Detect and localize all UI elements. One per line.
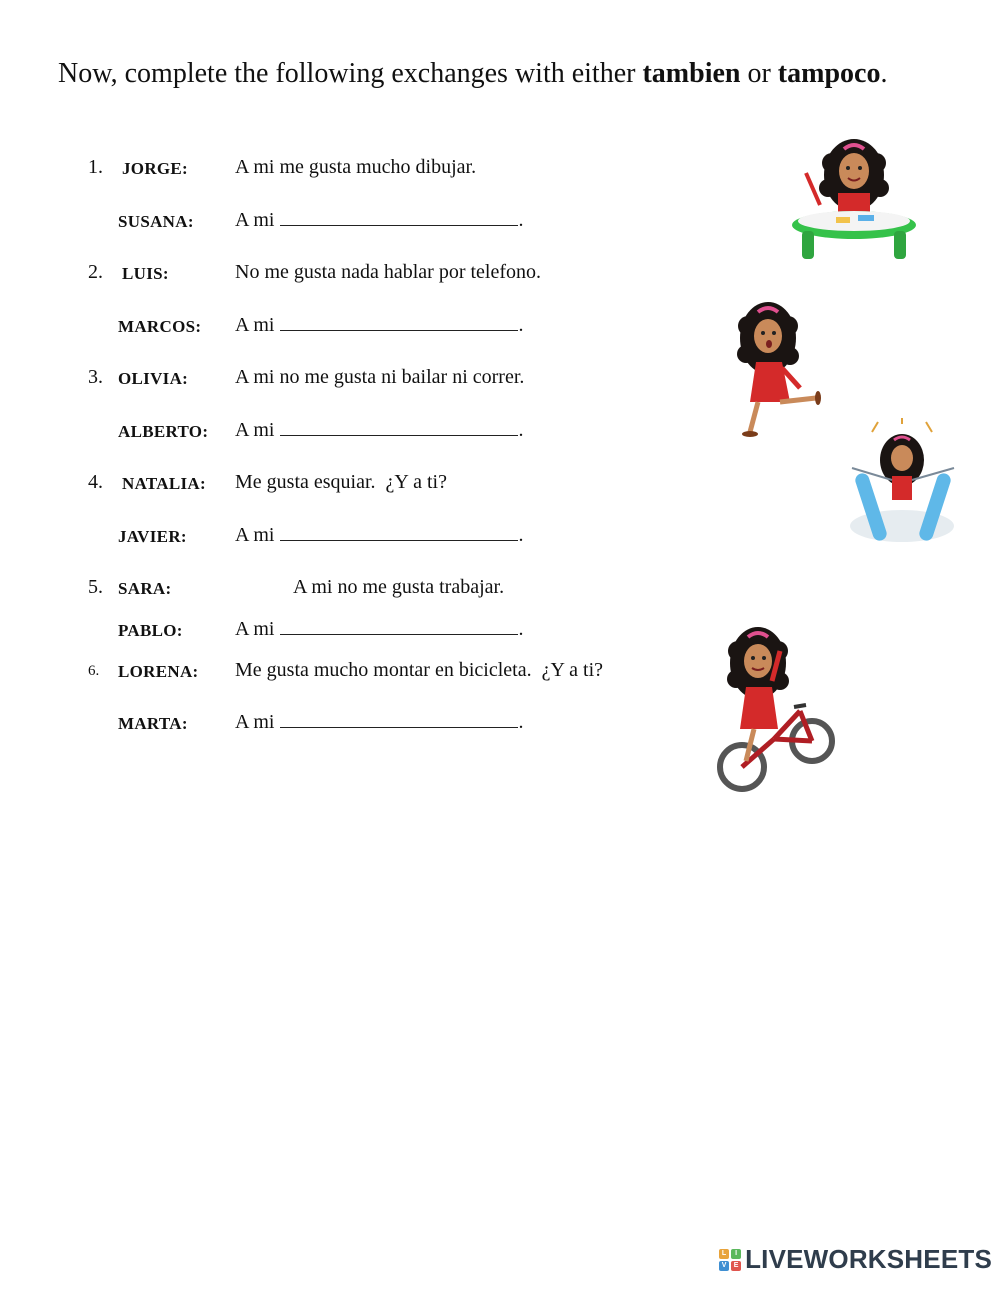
responder-name: MARCOS: [118,317,202,336]
avatar-drawing-illustration [788,133,920,265]
exchange-number: 4. [88,471,103,493]
response-line: A mi . [235,524,524,546]
liveworksheets-logo-icon: L I V E [719,1249,741,1271]
speaker-line: A mi no me gusta trabajar. [293,576,505,598]
speaker-name: JORGE: [122,159,189,178]
answer-blank[interactable] [280,419,518,436]
keyword-tambien: tambien [642,58,741,89]
speaker-name: OLIVIA: [118,369,189,388]
speaker-line: No me gusta nada hablar por telefono. [235,261,542,283]
responder-name: JAVIER: [118,527,187,546]
instruction-text: Now, complete the following exchanges with either tambien or tampoco. [58,58,888,89]
speaker-name: SARA: [118,579,172,598]
answer-blank[interactable] [280,711,518,728]
answer-blank[interactable] [280,618,518,635]
avatar-skiing-illustration [842,418,964,546]
response-line: A mi . [235,419,524,441]
speaker-line: A mi me gusta mucho dibujar. [235,156,477,178]
speaker-name: LORENA: [118,662,199,681]
response-line: A mi . [235,618,524,640]
keyword-tampoco: tampoco [777,58,881,89]
speaker-name: NATALIA: [122,474,206,493]
responder-name: SUSANA: [118,212,194,231]
response-line: A mi . [235,209,524,231]
speaker-line: Me gusta mucho montar en bicicleta. ¿Y a ti? [235,659,604,681]
speaker-line: A mi no me gusta ni bailar ni correr. [235,366,525,388]
liveworksheets-brand [719,1244,992,1275]
exchange-number: 1. [88,156,103,178]
speaker-name: LUIS: [122,264,169,283]
exchange-number: 6. [88,663,100,679]
exchange-number: 5. [88,576,103,598]
response-line: A mi . [235,314,524,336]
responder-name: MARTA: [118,714,188,733]
answer-blank[interactable] [280,524,518,541]
avatar-biking-illustration [714,621,838,795]
answer-blank[interactable] [280,314,518,331]
brand-name: LIVEWORKSHEETS [745,1244,992,1274]
responder-name: ALBERTO: [118,422,209,441]
exchange-number: 3. [88,366,103,388]
response-line: A mi . [235,711,524,733]
responder-name: PABLO: [118,621,183,640]
answer-blank[interactable] [280,209,518,226]
avatar-running-illustration [728,296,828,438]
speaker-line: Me gusta esquiar. ¿Y a ti? [235,471,447,493]
exchange-number: 2. [88,261,103,283]
